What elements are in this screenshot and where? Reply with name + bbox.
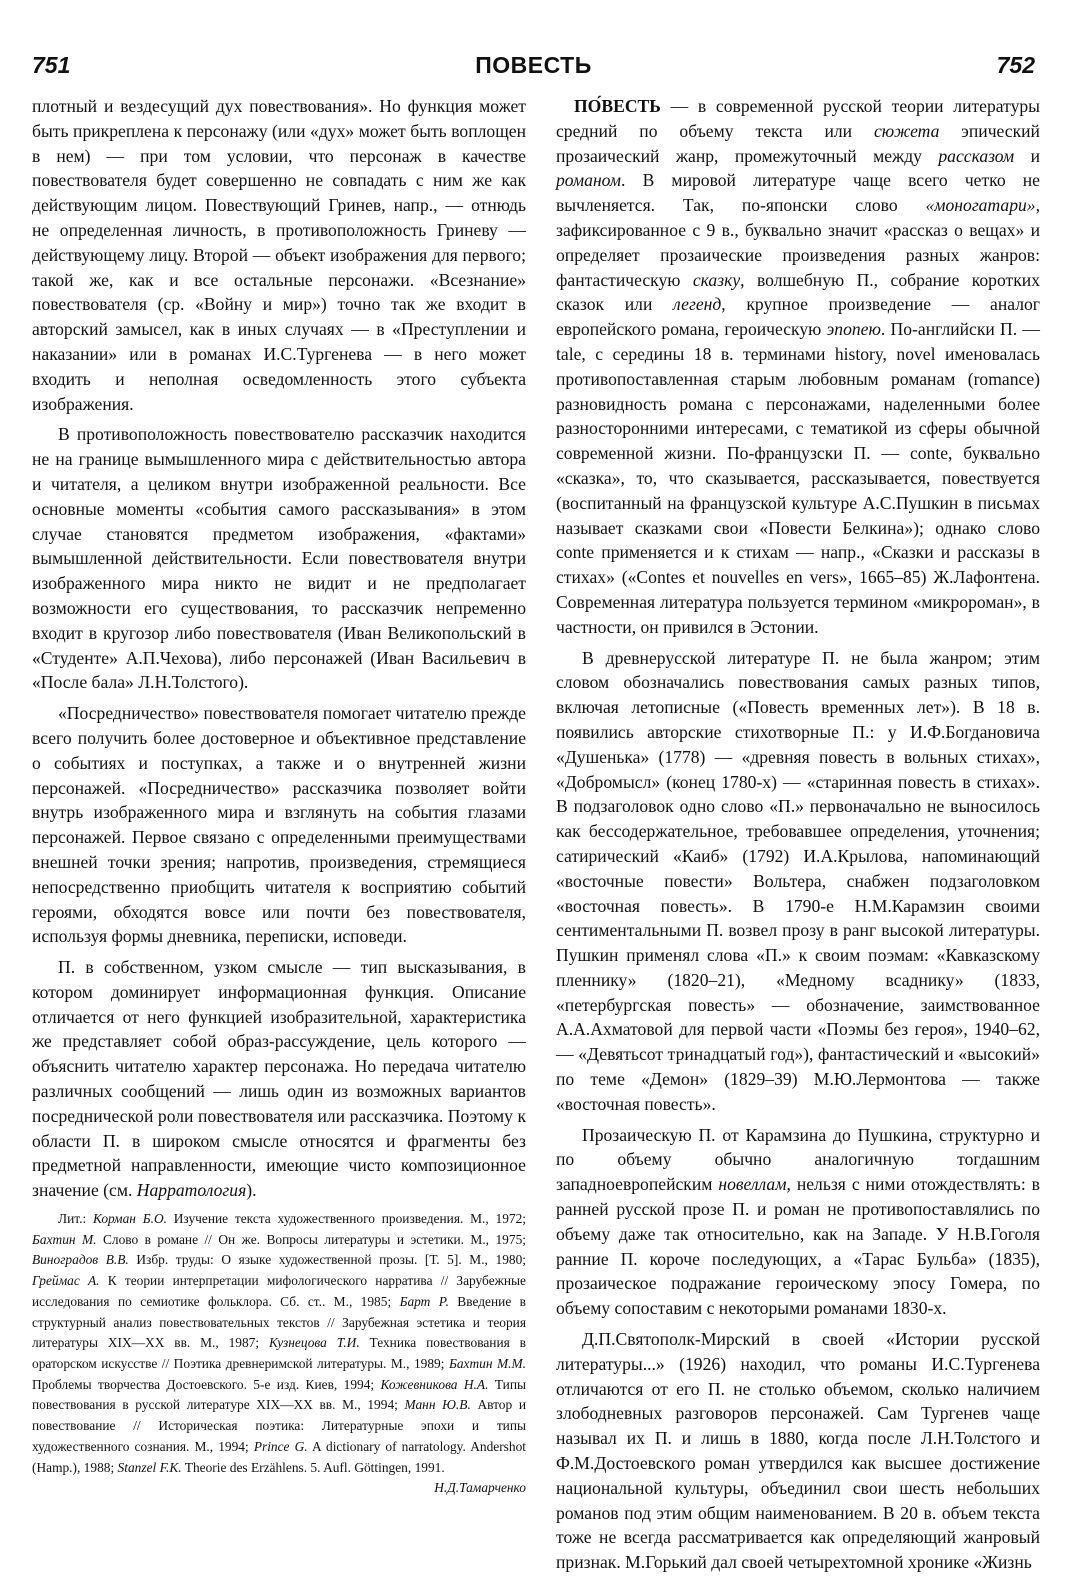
lit-author: Кузнецова Т.И. — [268, 1335, 360, 1351]
lit-title: Избр. труды: О языке художественной прозы. [Т. 5]. М., 1980; — [128, 1252, 527, 1268]
paragraph-text: , зафиксированное с 9 в., буквально значит «рассказ о вещах» и определяет прозаические произведения разных жанров: фантастическую — [556, 195, 1040, 290]
entry-headword: ПО́ВЕСТЬ — [574, 96, 661, 116]
lit-title: Изучение текста художественного произведения. М., 1972; — [166, 1211, 526, 1227]
lit-title: Слово в романе // Он же. Вопросы литературы и эстетики. М., 1975; — [96, 1231, 526, 1247]
lit-title: Техника повествования в ораторском искусстве // Поэтика древнеримской литературы. М., 1989; — [32, 1335, 526, 1371]
paragraph: плотный и вездесущий дух повествования». Но функция может быть прикреплена к персонажу (или «дух» может быть воплощен в нем) — при том условии, что персонаж в качестве повествователя будет совершенно не совпадать с ним же как действующим лицом. Повествующий Гринев, напр., — отнюдь не определенная личность, в противоположность Гриневу — действующему лицу. Второй — объект изображения для первого; такой же, как и все остальные персонажи. «Всезнание» повествователя (ср. «Войну и мир») точно так же входит в авторский замысел, как в иных случаях — в «Преступлении и наказании» или в романах И.С.Тургенева — в него может входить и неполная осведомленность этого субъекта изображения. — [32, 96, 526, 414]
paragraph — [32, 955, 526, 1203]
left-column — [32, 94, 526, 1499]
page-header — [32, 52, 1035, 84]
paragraph: В противоположность повествователю рассказчик находится не на границе вымышленного мира с действительностью автора и читателя, а целиком внутри изображенной реальности. Все основные моменты «события самого рассказывания» в этом случае становятся предметом изображения, «фактами» вымышленной действительности. Если повествователя внутри изображенного мира никто не видит и не предполагает возможности его существования, то рассказчик непременно входит в кругозор либо повествователя (Иван Великопольский в «Студенте» А.П.Чехова), либо персонажей (Иван Васильевич в «После бала» Л.Н.Толстого). — [32, 424, 526, 693]
paragraph-text: , волшебную П., собрание коротких сказок или — [556, 269, 1040, 315]
paragraph-text: . В мировой литературе чаще всего четко не вычленяется. Так, по-японски слово — [556, 170, 1040, 216]
paragraph-text: — в современной русской теории литературы средний по объему текста или — [556, 96, 1040, 141]
paragraph-text: и — [1014, 145, 1040, 166]
lit-title: Theorie des Erzählens. 5. Aufl. Göttingen, 1991. — [181, 1459, 445, 1475]
paragraph-text: П. в собственном, узком смысле — тип высказывания, в котором доминирует информационная функция. Описание отличается от него функцией изобразительной, характеристика же представляет собой образ-рассуждение, цель которого — объяснить читателю характер персонажа. Но передача читателю различных сообщений — лишь один из возможных вариантов посреднической роли повествователя или рассказчика. Поэтому к области П. в широком смысле относятся и фрагменты без предметной направленности, имеющие чисто композиционное значение (см. — [32, 957, 526, 1201]
lit-author: Виноградов В.В. — [32, 1252, 129, 1268]
paragraph-text: , нельзя с ними отождествлять: в ранней русской прозе П. и роман не противопоставлялись по объему даже так относительно, как на Западе. У Н.В.Гоголя ранние П. короче последующих, а «Тарас Бульба» (1835), прозаическое подражание героическому эпосу Гомера, по объему сопоставим с некоторыми романами 1830-х. — [556, 1174, 1040, 1319]
lit-author: Корман Б.О. — [92, 1211, 167, 1227]
emphasis-term: «моногатари» — [925, 195, 1036, 216]
paragraph-text: . По-английски П. — tale, с середины 18 в. терминами history, novel именовалась противопоставленная старым любовным романам (romance) разновидность романа с персонажами, наделенными более разносторонними интересами, с тематикой из сферы обычной современной жизни. По-французски П. — conte, буквально «сказка», то, что сказывается, рассказывается, повествуется (воспитанный на французской культуре А.С.Пушкин в письмах называет сказками свои «Повести Белкина»); однако слово conte применяется и к стихам — напр., «Сказки и рассказы в стихах» («Contes et nouvelles en vers», 1665–85) Ж.Лафонтена. Современная литература пользуется термином «микророман», в частности, он привился в Эстонии. — [556, 319, 1040, 637]
lit-title: Проблемы творчества Достоевского. 5-е изд. Киев, 1994; — [32, 1376, 381, 1392]
cross-reference-link[interactable]: легенд — [673, 294, 722, 315]
paragraph: «Посредничество» повествователя помогает читателю прежде всего получить более достоверное и объективное представление о событиях и поступках, а также и о внутренней жизни персонажей. «Посредничество» рассказчика позволяет войти внутрь изображенного мира и взглянуть на события глазами персонажей. Первое связано с определенными преимуществами внешней точки зрения; напротив, произведения, стремящиеся непосредственно приобщить читателя к восприятию событий героями, обходятся вовсе или почти без повествователя, используя формы дневника, переписки, исповеди. — [32, 703, 526, 947]
lit-author: Бахтин М.М. — [448, 1355, 527, 1371]
running-title: ПОВЕСТЬ — [475, 52, 592, 78]
right-column — [556, 94, 1040, 1581]
lit-title: К теории интерпретации мифологического нарратива // Зарубежные исследования по семиотике фольклора. Сб. ст.. М., 1985; — [32, 1273, 526, 1309]
paragraph-text: Прозаическую П. от Карамзина до Пушкина, структурно и по объему обычно аналогичную тогдашним западноевропейским — [556, 1124, 1040, 1195]
article-author: Н.Д.Тамарченко — [434, 1480, 526, 1496]
cross-reference-link[interactable]: рассказом — [938, 145, 1015, 166]
paragraph-text: эпический прозаический жанр, промежуточный между — [556, 120, 1040, 166]
cross-reference-link[interactable]: романом — [556, 170, 622, 191]
page-number-left: 751 — [32, 52, 71, 78]
literature-list — [32, 1209, 527, 1496]
paragraph: Д.П.Святополк-Мирский в своей «Истории русской литературы...» (1926) находил, что романы И.С.Тургенева отличаются от его П. не столько объемом, сколько наличием злободневных разговоров персонажей. Сам Тургенев чаще называл их П. и лишь в 1880, когда после Л.Н.Толстого и Ф.М.Достоевского роман утвердился как высшее достижение национальной культуры, объединил свои шесть небольших романов под этим общим наименованием. В 20 в. объем текста тоже не всегда рассматривается как определяющий жанровый признак. М.Горький дал своей четырехтомной хронике «Жизнь — [556, 1329, 1040, 1573]
lit-author: Кожевникова Н.А. — [380, 1376, 489, 1392]
paragraph — [556, 1123, 1040, 1321]
cross-reference-link[interactable]: Нарратология — [136, 1180, 247, 1201]
entry-paragraph — [556, 94, 1040, 640]
lit-author: Prince G. — [253, 1438, 308, 1454]
paragraph: В древнерусской литературе П. не была жанром; этим словом обозначались повествования самых разных типов, включая летописные («Повесть временных лет»). В 18 в. появились авторские стихотворные П.: у И.Ф.Богдановича «Душенька» (1778) — «древняя повесть в вольных стихах», «Добромысл» (конец 1780-х) — «старинная повесть в стихах». В подзаголовок одно слово «П.» первоначально не выносилось как бессодержательное, требовавшее определения, уточнения; сатирический «Каиб» (1792) И.А.Крылова, напоминающий «восточные повести» Вольтера, снабжен подзаголовком «восточная повесть». В 1790-е Н.М.Карамзин своими сентиментальными П. возвел прозу в ранг высокой литературы. Пушкин применял слова «П.» к своим поэмам: «Кавказскому пленнику» (1820–21), «Медному всаднику» (1833, «петербургская повесть» — обозначение, заимствованное А.А.Ахматовой для первой части «Поэмы без героя», 1940–62, — «Девятьсот тринадцатый год»), фантастический и «высокий» по теме «Демон» (1829–39) М.Ю.Лермонтова — также «восточная повесть». — [556, 647, 1040, 1114]
paragraph-text: ). — [246, 1180, 257, 1201]
cross-reference-link[interactable]: новеллам — [718, 1174, 787, 1195]
lit-author: Греймас А. — [32, 1273, 100, 1289]
page-number-right: 752 — [996, 52, 1035, 78]
lit-title: Типы повествования в русской литературе XIX—XX вв. М., 1994; — [32, 1376, 526, 1413]
cross-reference-link[interactable]: сказку — [692, 269, 741, 290]
lit-title: A dictionary of narratology. Andershot (Hamp.), 1988; — [32, 1438, 526, 1475]
paragraph-text: , крупное произведение — аналог европейского романа, героическую — [556, 294, 1041, 340]
lit-author: Бахтин М. — [32, 1231, 97, 1247]
lit-title: Введение в структурный анализ повествовательных текстов // Зарубежная эстетика и теория литературы XIX—XX вв. М., 1987; — [32, 1293, 526, 1351]
lit-author: Манн Ю.В. — [404, 1397, 471, 1413]
cross-reference-link[interactable]: эпопею — [826, 319, 881, 340]
cross-reference-link[interactable]: сюжета — [873, 120, 940, 141]
lit-author: Stanzel F.K. — [117, 1459, 182, 1475]
literature-label: Лит.: — [58, 1211, 93, 1227]
lit-author: Барт Р. — [399, 1293, 449, 1309]
lit-title: Автор и повествование // Историческая поэтика: Литературные эпохи и типы художественного сознания. М., 1994; — [32, 1397, 526, 1454]
